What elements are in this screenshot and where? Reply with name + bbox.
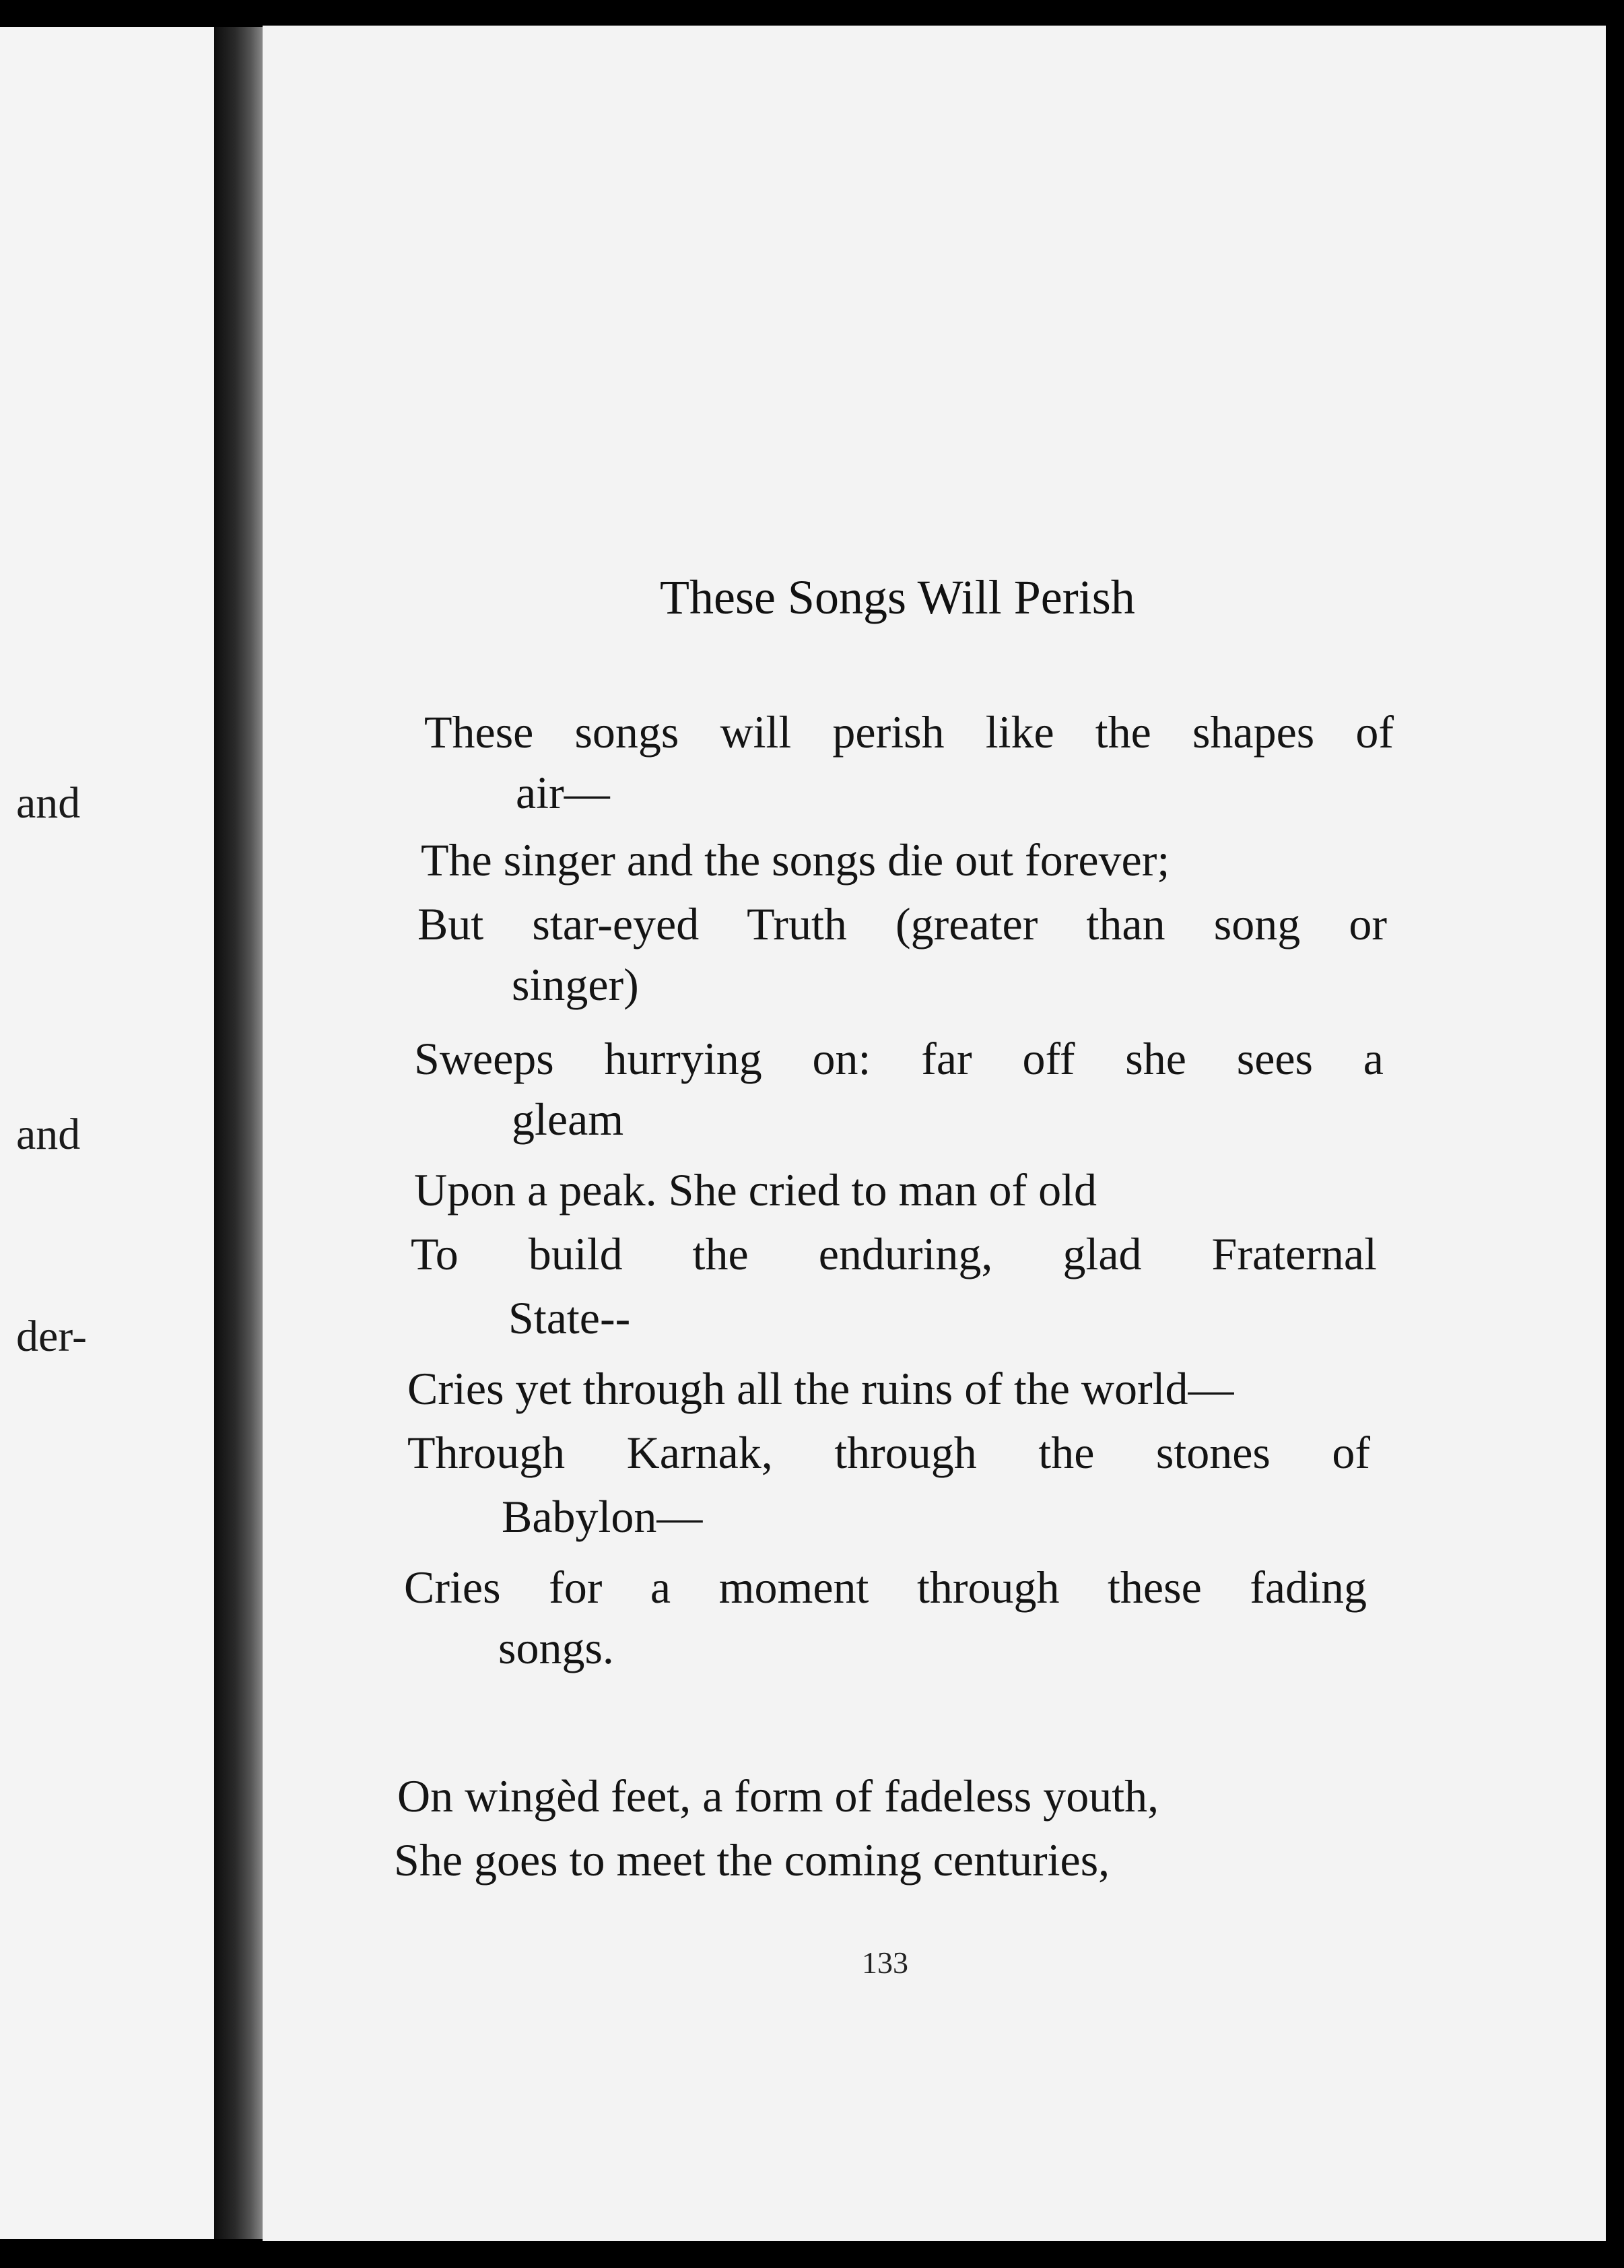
poem-line: gleam	[512, 1094, 624, 1145]
left-page-fragment: and	[16, 1110, 81, 1159]
poem-line: To build the enduring, glad Fraternal	[411, 1228, 1377, 1279]
main-page	[263, 26, 1606, 2241]
poem-line: Cries yet through all the ruins of the world—	[407, 1363, 1234, 1414]
poem-line: Upon a peak. She cried to man of old	[414, 1164, 1097, 1215]
poem-line: songs.	[498, 1622, 614, 1673]
poem-title: These Songs Will Perish	[660, 570, 1135, 624]
poem-line: The singer and the songs die out forever;	[421, 834, 1170, 886]
poem-line: But star-eyed Truth (greater than song or	[417, 898, 1387, 949]
poem-line: air—	[516, 767, 610, 818]
poem-line: State--	[508, 1292, 631, 1343]
page-number: 133	[862, 1945, 908, 1980]
poem-line: Sweeps hurrying on: far off she sees a	[414, 1033, 1384, 1084]
poem-line: Cries for a moment through these fading	[404, 1562, 1367, 1613]
poem-line: Through Karnak, through the stones of	[407, 1427, 1370, 1478]
left-facing-page	[0, 27, 214, 2239]
poem-line: She goes to meet the coming centuries,	[394, 1834, 1110, 1886]
book-gutter	[214, 27, 267, 2239]
poem-line: On wingèd feet, a form of fadeless youth,	[397, 1770, 1159, 1822]
poem-line: These songs will perish like the shapes of	[424, 706, 1394, 758]
left-page-fragment: der-	[16, 1312, 87, 1361]
left-page-fragment: and	[16, 778, 81, 828]
poem-line: singer)	[512, 959, 639, 1010]
poem-line: Babylon—	[502, 1491, 703, 1542]
